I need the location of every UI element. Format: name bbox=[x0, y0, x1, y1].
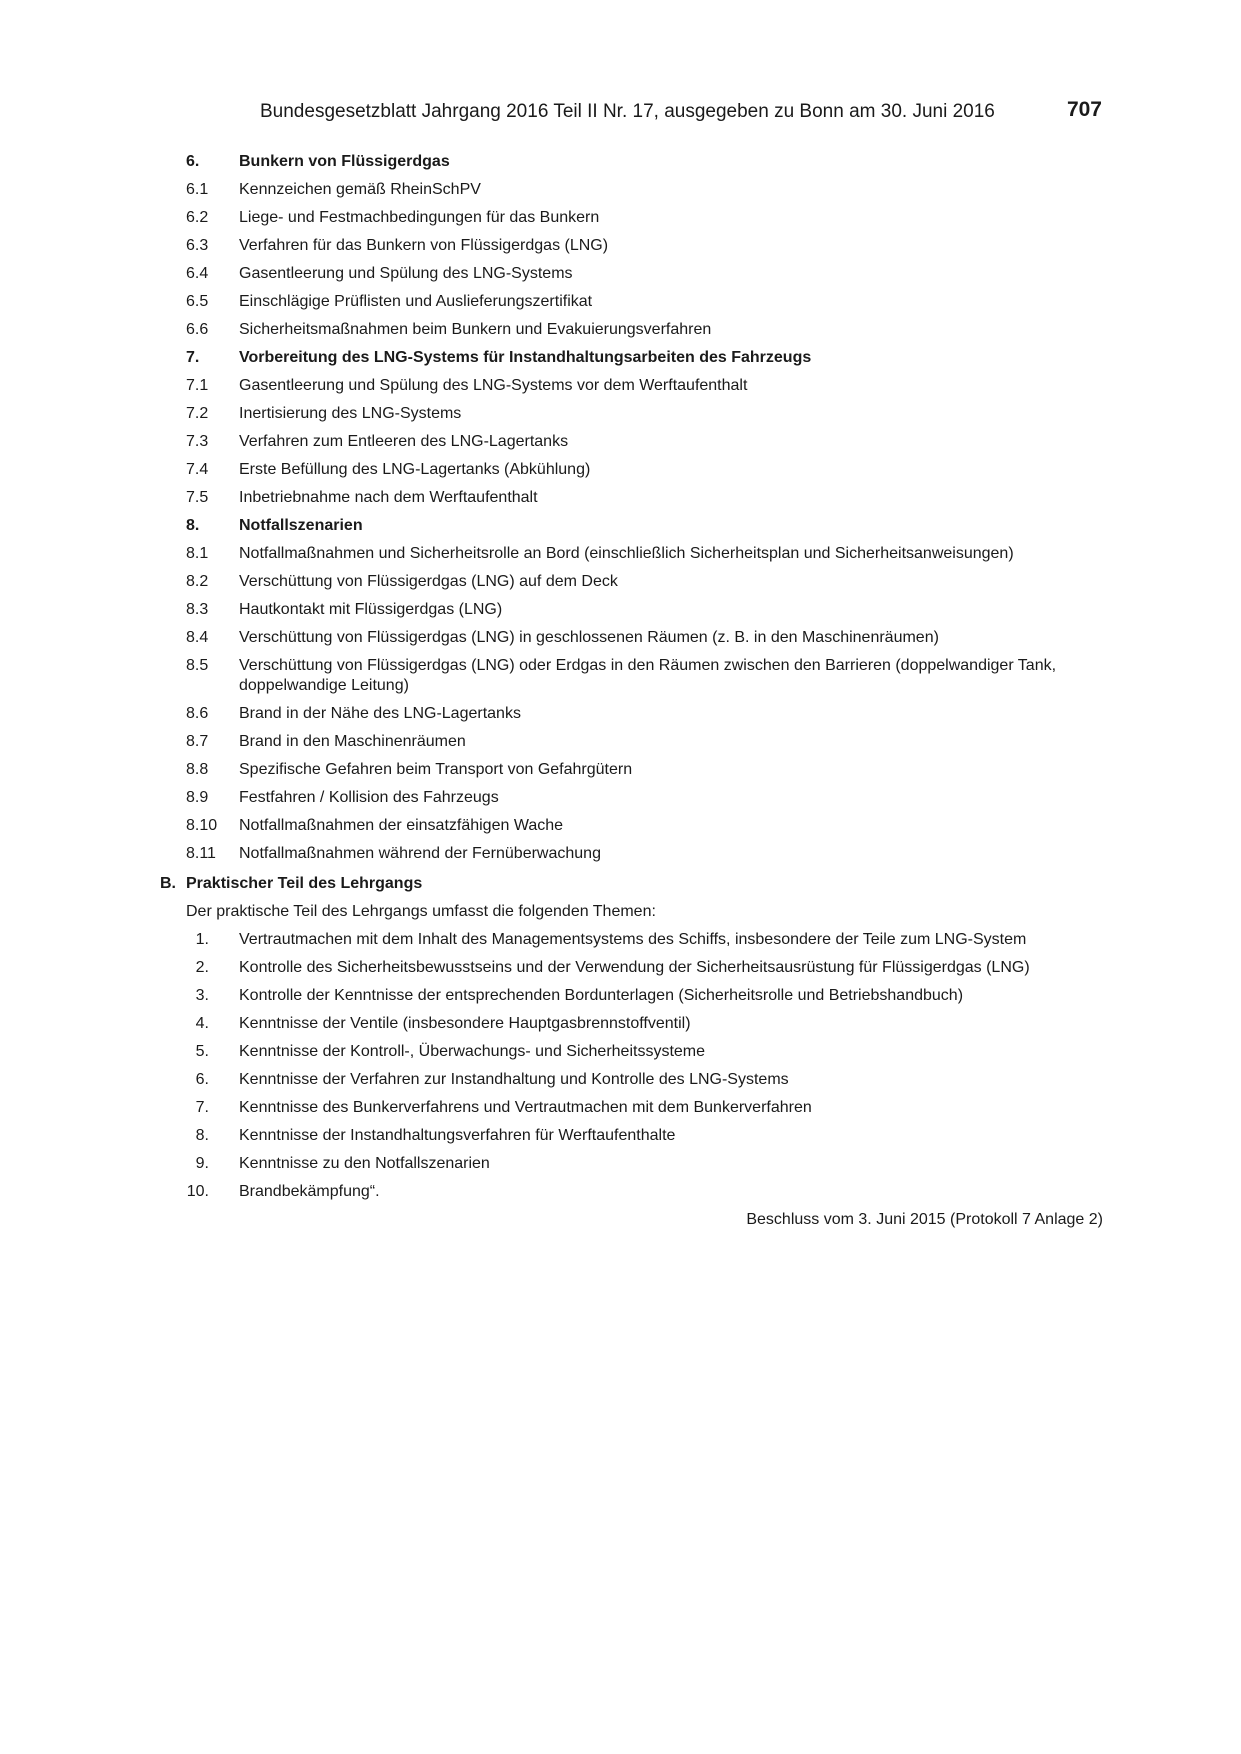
item-number: 7.2 bbox=[186, 405, 209, 422]
item-text: Verschüttung von Flüssigerdgas (LNG) in geschlossenen Räumen (z. B. in den Maschinenräumen) bbox=[239, 629, 939, 646]
item-text: Kenntnisse der Instandhaltungsverfahren für Werftaufenthalte bbox=[239, 1127, 676, 1144]
list-item bbox=[160, 404, 1103, 424]
list-item bbox=[160, 760, 1103, 780]
list-item bbox=[160, 704, 1103, 724]
list-item bbox=[160, 1182, 1103, 1202]
page-number: 707 bbox=[1066, 98, 1102, 121]
item-text: Festfahren / Kollision des Fahrzeugs bbox=[239, 789, 499, 806]
item-text: Notfallmaßnahmen und Sicherheitsrolle an Bord (einschließlich Sicherheitsplan und Sicherheitsanweisungen) bbox=[239, 545, 1014, 562]
item-number: 7.3 bbox=[186, 433, 209, 450]
item-number: 8.1 bbox=[186, 545, 209, 562]
item-number: 8.4 bbox=[186, 629, 209, 646]
section-6 bbox=[160, 152, 1103, 340]
list-item bbox=[160, 1042, 1103, 1062]
item-number: 8.2 bbox=[186, 573, 209, 590]
page-header bbox=[260, 99, 1102, 125]
item-number: 6.5 bbox=[186, 293, 209, 310]
item-text: Notfallmaßnahmen während der Fernüberwachung bbox=[239, 845, 601, 862]
item-number: 8. bbox=[195, 1127, 209, 1144]
list-item bbox=[160, 816, 1103, 836]
item-text: Hautkontakt mit Flüssigerdgas (LNG) bbox=[239, 601, 503, 618]
item-text: Verfahren für das Bunkern von Flüssigerdgas (LNG) bbox=[239, 237, 609, 254]
item-text: Notfallmaßnahmen der einsatzfähigen Wache bbox=[239, 817, 564, 834]
section-title: Notfallszenarien bbox=[239, 517, 363, 534]
item-text: Kenntnisse des Bunkerverfahrens und Vertrautmachen mit dem Bunkerverfahren bbox=[239, 1099, 812, 1116]
list-item bbox=[160, 180, 1103, 200]
item-text: Brandbekämpfung“. bbox=[239, 1183, 380, 1200]
item-text: Gasentleerung und Spülung des LNG-Systems vor dem Werftaufenthalt bbox=[239, 377, 748, 394]
list-item bbox=[160, 788, 1103, 808]
list-item bbox=[160, 600, 1103, 620]
item-number: 5. bbox=[195, 1043, 209, 1060]
item-number: 7.5 bbox=[186, 489, 209, 506]
list-item bbox=[160, 432, 1103, 452]
list-item bbox=[160, 572, 1103, 592]
item-number: 1. bbox=[195, 931, 209, 948]
section-number: 8. bbox=[186, 517, 200, 534]
item-number: 6.2 bbox=[186, 209, 209, 226]
section-7 bbox=[160, 348, 1103, 508]
item-number: 8.3 bbox=[186, 601, 209, 618]
item-text: Verschüttung von Flüssigerdgas (LNG) auf dem Deck bbox=[239, 573, 618, 590]
section-number: 6. bbox=[186, 153, 200, 170]
item-number: 7.4 bbox=[186, 461, 209, 478]
list-item bbox=[160, 544, 1103, 564]
part-b-heading bbox=[160, 874, 1103, 894]
section-heading bbox=[160, 516, 1103, 536]
item-text: Kenntnisse der Ventile (insbesondere Hauptgasbrennstoffventil) bbox=[239, 1015, 691, 1032]
document-body bbox=[160, 152, 1103, 1230]
list-item bbox=[160, 208, 1103, 228]
item-number: 8.11 bbox=[186, 845, 216, 862]
item-text: Kontrolle des Sicherheitsbewusstseins und der Verwendung der Sicherheitsausrüstung für Flüssigerdgas (LNG) bbox=[239, 959, 1030, 976]
list-item bbox=[160, 844, 1103, 864]
item-text: Inertisierung des LNG-Systems bbox=[239, 405, 462, 422]
item-number: 2. bbox=[195, 959, 209, 976]
list-item bbox=[160, 460, 1103, 480]
part-intro: Der praktische Teil des Lehrgangs umfasst die folgenden Themen: bbox=[186, 903, 656, 920]
section-title: Vorbereitung des LNG-Systems für Instandhaltungsarbeiten des Fahrzeugs bbox=[239, 349, 812, 366]
item-number: 8.8 bbox=[186, 761, 209, 778]
list-item bbox=[160, 1070, 1103, 1090]
list-item bbox=[160, 1154, 1103, 1174]
list-item bbox=[160, 656, 1103, 696]
item-number: 6.1 bbox=[186, 181, 209, 198]
item-number: 6.4 bbox=[186, 265, 209, 282]
item-number: 9. bbox=[195, 1155, 209, 1172]
item-number: 8.7 bbox=[186, 733, 209, 750]
item-text: Kontrolle der Kenntnisse der entsprechenden Bordunterlagen (Sicherheitsrolle und Betriebshandbuch) bbox=[239, 987, 964, 1004]
header-title: Bundesgesetzblatt Jahrgang 2016 Teil II Nr. 17, ausgegeben zu Bonn am 30. Juni 2016 bbox=[260, 101, 995, 122]
list-item bbox=[160, 376, 1103, 396]
item-text: Einschlägige Prüflisten und Auslieferungszertifikat bbox=[239, 293, 593, 310]
item-text: Verschüttung von Flüssigerdgas (LNG) oder Erdgas in den Räumen zwischen den Barrieren (doppelwandiger Tank, doppelwandige Leitung) bbox=[239, 657, 1057, 694]
list-item bbox=[160, 236, 1103, 256]
item-number: 7.1 bbox=[186, 377, 209, 394]
list-item bbox=[160, 958, 1103, 978]
item-text: Verfahren zum Entleeren des LNG-Lagertanks bbox=[239, 433, 569, 450]
item-number: 6.3 bbox=[186, 237, 209, 254]
item-text: Gasentleerung und Spülung des LNG-Systems bbox=[239, 265, 573, 282]
item-number: 8.5 bbox=[186, 657, 209, 674]
list-item bbox=[160, 986, 1103, 1006]
section-heading bbox=[160, 152, 1103, 172]
part-title: Praktischer Teil des Lehrgangs bbox=[186, 875, 423, 892]
item-number: 8.10 bbox=[186, 817, 218, 834]
decision-note: Beschluss vom 3. Juni 2015 (Protokoll 7 Anlage 2) bbox=[746, 1211, 1103, 1228]
list-item bbox=[160, 292, 1103, 312]
section-8 bbox=[160, 516, 1103, 864]
item-number: 10. bbox=[186, 1183, 209, 1200]
list-item bbox=[160, 628, 1103, 648]
list-item bbox=[160, 1126, 1103, 1146]
item-text: Sicherheitsmaßnahmen beim Bunkern und Evakuierungsverfahren bbox=[239, 321, 712, 338]
item-text: Liege- und Festmachbedingungen für das Bunkern bbox=[239, 209, 600, 226]
item-text: Kennzeichen gemäß RheinSchPV bbox=[239, 181, 481, 198]
list-item bbox=[160, 320, 1103, 340]
item-text: Erste Befüllung des LNG-Lagertanks (Abkühlung) bbox=[239, 461, 591, 478]
list-item bbox=[160, 930, 1103, 950]
item-number: 6. bbox=[195, 1071, 209, 1088]
list-item bbox=[160, 1014, 1103, 1034]
item-text: Kenntnisse zu den Notfallszenarien bbox=[239, 1155, 490, 1172]
item-number: 8.9 bbox=[186, 789, 209, 806]
item-number: 3. bbox=[195, 987, 209, 1004]
list-item bbox=[160, 264, 1103, 284]
section-heading bbox=[160, 348, 1103, 368]
item-number: 8.6 bbox=[186, 705, 209, 722]
section-title: Bunkern von Flüssigerdgas bbox=[239, 153, 450, 170]
part-b bbox=[160, 874, 1103, 1230]
list-item bbox=[160, 732, 1103, 752]
item-number: 7. bbox=[195, 1099, 209, 1116]
item-text: Kenntnisse der Verfahren zur Instandhaltung und Kontrolle des LNG-Systems bbox=[239, 1071, 789, 1088]
item-text: Inbetriebnahme nach dem Werftaufenthalt bbox=[239, 489, 538, 506]
item-number: 6.6 bbox=[186, 321, 209, 338]
item-text: Spezifische Gefahren beim Transport von Gefahrgütern bbox=[239, 761, 633, 778]
item-text: Vertrautmachen mit dem Inhalt des Managementsystems des Schiffs, insbesondere der Teile zum LNG-System bbox=[239, 931, 1027, 948]
item-text: Brand in der Nähe des LNG-Lagertanks bbox=[239, 705, 521, 722]
item-text: Kenntnisse der Kontroll-, Überwachungs- und Sicherheitssysteme bbox=[239, 1043, 706, 1060]
item-number: 4. bbox=[195, 1015, 209, 1032]
part-letter: B. bbox=[160, 875, 176, 892]
item-text: Brand in den Maschinenräumen bbox=[239, 733, 466, 750]
list-item bbox=[160, 488, 1103, 508]
list-item bbox=[160, 1098, 1103, 1118]
section-number: 7. bbox=[186, 349, 200, 366]
